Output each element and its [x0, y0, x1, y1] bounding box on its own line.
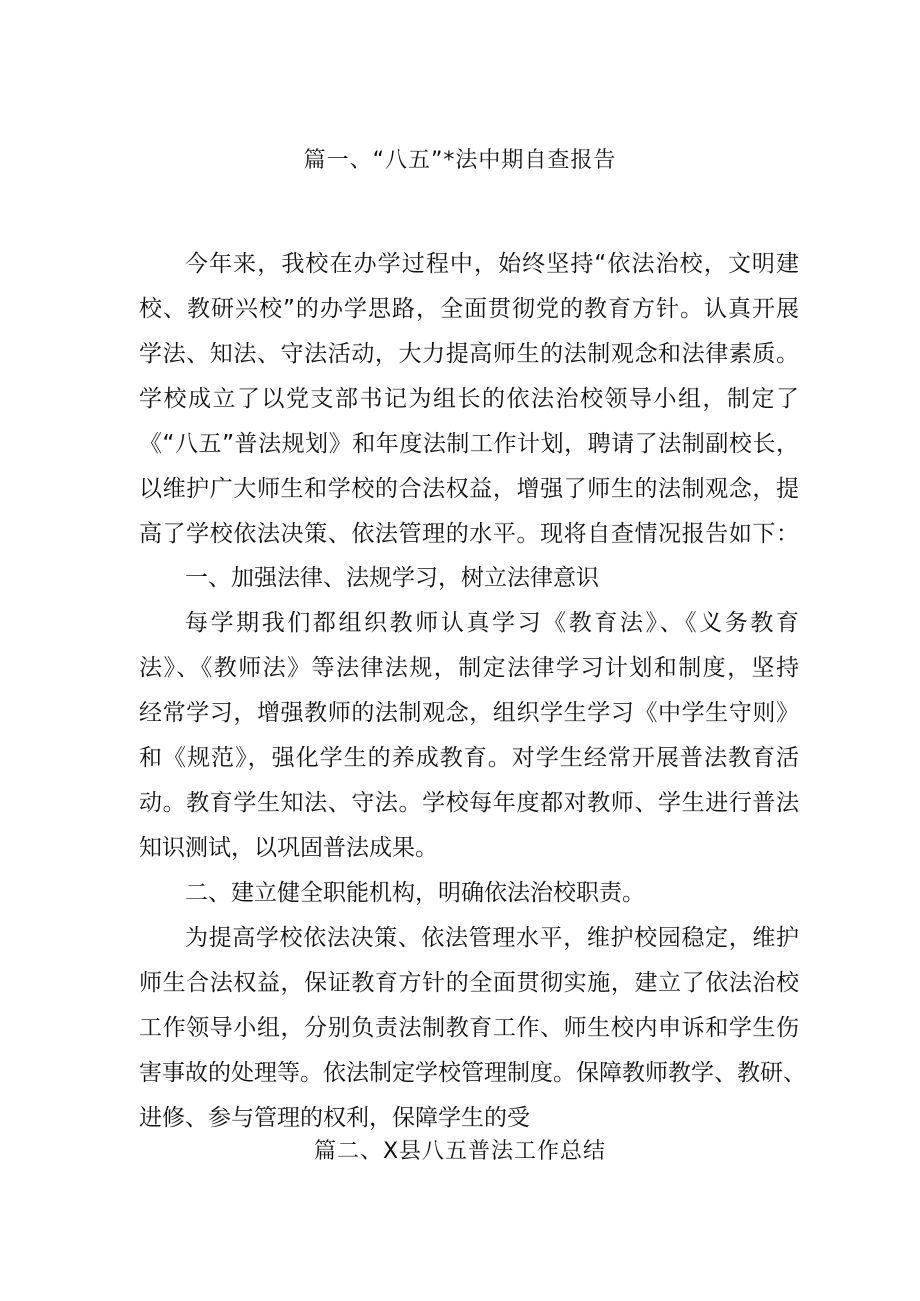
paragraph-line: 动。教育学生知法、守法。学校每年度都对教师、学生进行普法 [139, 790, 799, 816]
paragraph-line: 工作领导小组，分别负责法制教育工作、师生校内申诉和学生伤 [139, 1015, 799, 1041]
section-2-title: 篇二、X县八五普法工作总结 [313, 1139, 607, 1164]
section-heading-2: 二、建立健全职能机构，明确依法治校职责。 [185, 880, 645, 906]
paragraph-line: 为提高学校依法决策、依法管理水平，维护校园稳定，维护 [185, 925, 799, 951]
paragraph-line: 《“八五”普法规划》和年度法制工作计划，聘请了法制副校长， [139, 431, 799, 457]
paragraph-line: 以维护广大师生和学校的合法权益，增强了师生的法制观念，提 [139, 476, 799, 502]
document-title: 篇一、“八五”*法中期自查报告 [303, 148, 617, 173]
paragraph-line: 进修、参与管理的权利，保障学生的受 [139, 1105, 530, 1131]
paragraph-line: 校、教研兴校”的办学思路，全面贯彻党的教育方针。认真开展 [139, 296, 799, 322]
paragraph-line: 学校成立了以党支部书记为组长的依法治校领导小组，制定了 [139, 386, 799, 412]
section-heading-1: 一、加强法律、法规学习，树立法律意识 [185, 565, 599, 591]
paragraph-line: 高了学校依法决策、依法管理的水平。现将自查情况报告如下： [139, 521, 799, 547]
paragraph-line: 知识测试，以巩固普法成果。 [139, 835, 438, 861]
paragraph-line: 每学期我们都组织教师认真学习《教育法》、《义务教育 [185, 610, 799, 636]
paragraph-line: 和《规范》，强化学生的养成教育。对学生经常开展普法教育活 [139, 745, 799, 771]
paragraph-line: 学法、知法、守法活动，大力提高师生的法制观念和法律素质。 [139, 341, 799, 367]
paragraph-line: 害事故的处理等。依法制定学校管理制度。保障教师教学、教研、 [139, 1060, 806, 1086]
paragraph-line: 经常学习，增强教师的法制观念，组织学生学习《中学生守则》 [139, 700, 799, 726]
paragraph-line: 今年来，我校在办学过程中，始终坚持“依法治校，文明建 [185, 251, 799, 277]
paragraph-line: 法》、《教师法》等法律法规，制定法律学习计划和制度，坚持 [139, 655, 799, 681]
paragraph-line: 师生合法权益，保证教育方针的全面贯彻实施，建立了依法治校 [139, 970, 799, 996]
